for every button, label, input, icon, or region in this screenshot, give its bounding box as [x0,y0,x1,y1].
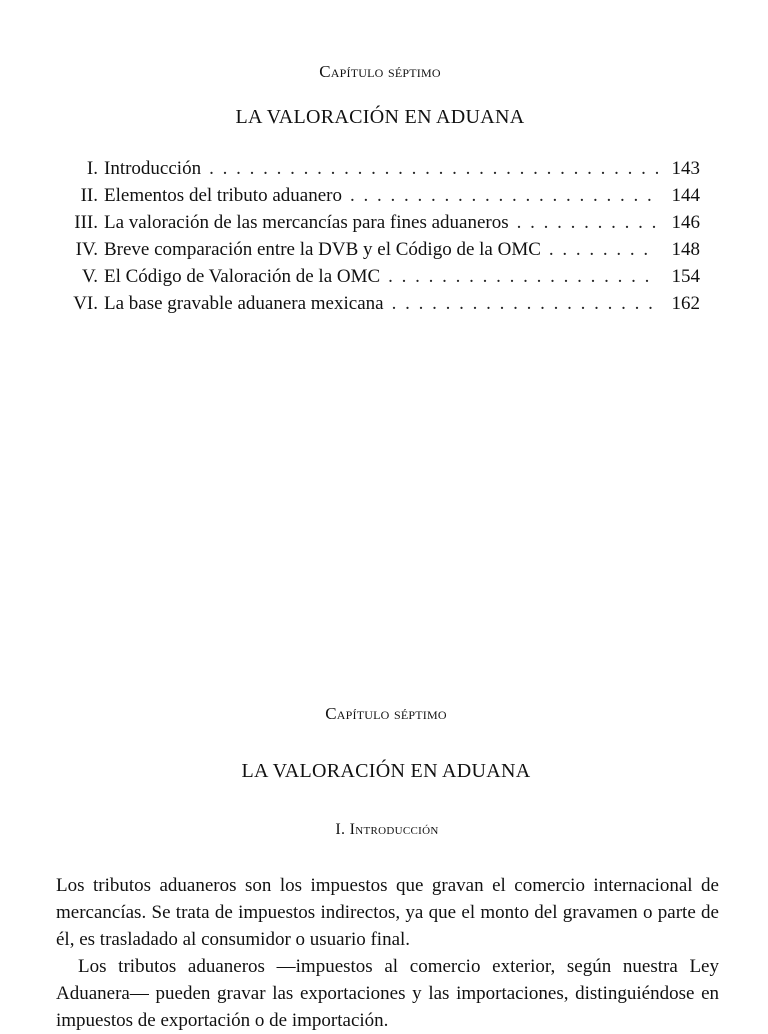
toc-entry [58,239,700,266]
body-text [56,872,719,1034]
toc-number: V. [81,266,98,287]
chapter-label-text: Capítulo séptimo [319,62,441,81]
toc-entry [58,293,700,320]
toc-leader-dots [517,212,658,234]
chapter-label-second [6,704,766,724]
toc-page-number: 143 [671,158,700,179]
toc-page-number: 148 [671,239,700,260]
toc-title: La base gravable aduanera mexicana [104,293,384,314]
chapter-title-second: LA VALORACIÓN EN ADUANA [241,760,531,782]
toc-title: Introducción [104,158,202,179]
toc-leader-dots [209,158,658,180]
toc-title: Elementos del tributo aduanero [104,185,342,206]
chapter-label [0,62,760,82]
chapter-label-second-text: Capítulo séptimo [325,704,447,723]
chapter-title: LA VALORACIÓN EN ADUANA [235,106,525,128]
toc-entry [58,185,700,212]
toc-title: La valoración de las mercancías para fines aduaneros [104,212,509,233]
toc-number: III. [74,212,98,233]
toc-page-number: 146 [671,212,700,233]
toc-title: El Código de Valoración de la OMC [104,266,381,287]
toc-entry [58,158,700,185]
toc-page-number: 162 [671,293,700,314]
toc-entry [58,266,700,293]
paragraph: Los tributos aduaneros son los impuestos que gravan el comercio internacional de mercancías. Se trata de impuestos indirectos, ya que el monto del gravamen o parte de él, es trasladado al consumidor o usuario final. [56,875,719,950]
toc-page-number: 154 [671,266,700,287]
toc-leader-dots [549,239,658,261]
toc-page-number: 144 [671,185,700,206]
toc-number: IV. [75,239,98,260]
toc-number: II. [80,185,98,206]
paragraph: Los tributos aduaneros —impuestos al comercio exterior, según nuestra Ley Aduanera— pueden gravar las exportaciones y las importaciones, distinguiéndose en impuestos de exportación o de importación. [56,956,719,1031]
toc-number: I. [86,158,98,179]
table-of-contents [58,158,700,320]
toc-title: Breve comparación entre la DVB y el Código de la OMC [104,239,541,260]
toc-leader-dots [350,185,658,207]
section-heading: I. Introducción [335,821,439,838]
toc-number: VI. [73,293,98,314]
toc-leader-dots [388,266,658,288]
toc-entry [58,212,700,239]
toc-leader-dots [392,293,658,315]
